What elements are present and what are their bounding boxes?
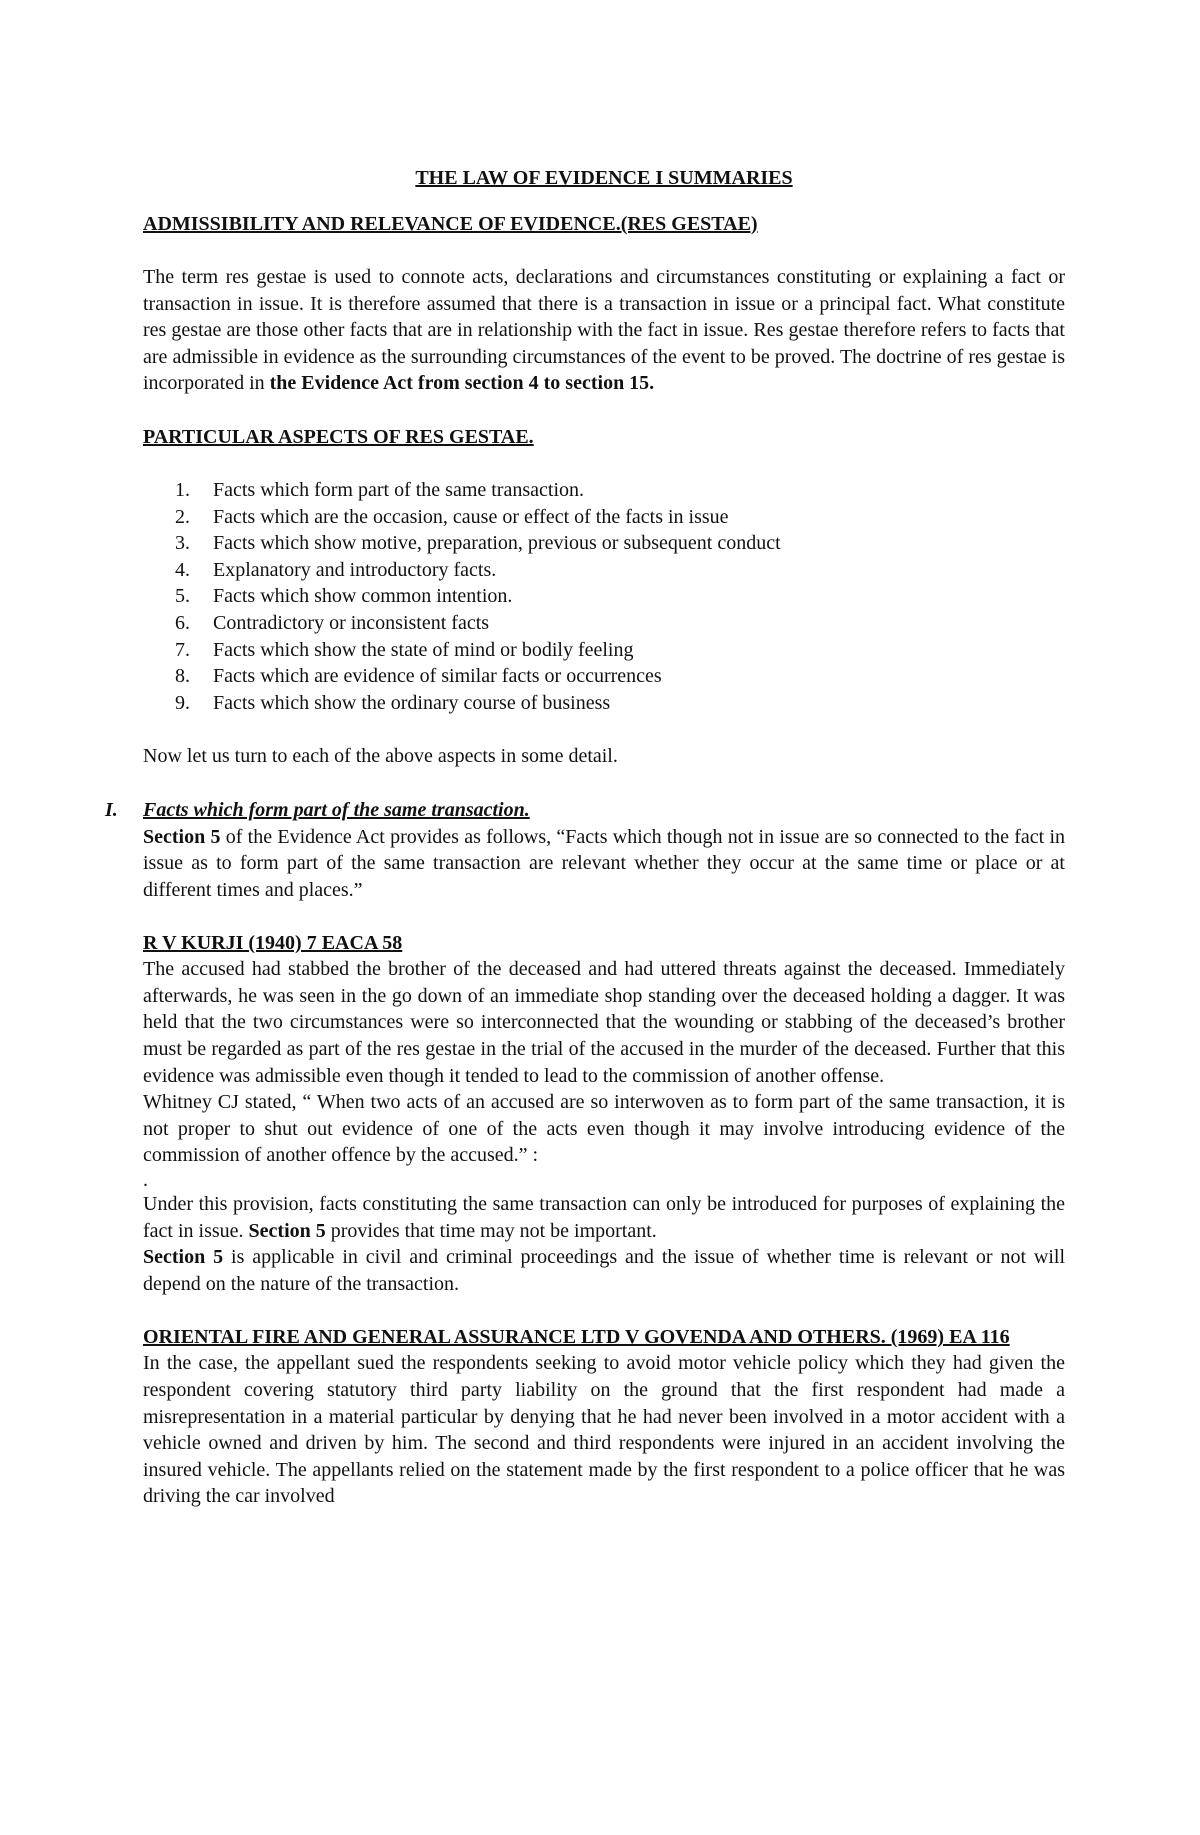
case-quote-paragraph: Whitney CJ stated, “ When two acts of an accused are so interwoven as to form part of the same transaction, it is not proper to shut out evidence of one of the acts even though it may involve introducing evidence of the commission of another offence by the accused.” :	[143, 1091, 1065, 1167]
section-heading-particular-aspects: PARTICULAR ASPECTS OF RES GESTAE.	[143, 425, 534, 448]
list-item	[143, 530, 1065, 557]
list-item	[143, 557, 1065, 584]
case-facts-paragraph: The accused had stabbed the brother of the deceased and had uttered threats against the deceased. Immediately afterwards, he was seen in the go down of an immediate shop standing over the deceased holding a dagger. It was held that the two circumstances were so interconnected that the wounding or stabbing of the deceased’s brother must be regarded as part of the res gestae in the trial of the accused in the murder of the deceased. Further that this evidence was admissible even though it tended to lead to the commission of another offense.	[143, 958, 1065, 1087]
list-item-text: Facts which show motive, preparation, previous or subsequent conduct	[213, 532, 781, 555]
subsection-heading-same-transaction	[105, 797, 1065, 824]
list-item	[143, 583, 1065, 610]
case-heading-r-v-kurji: R V KURJI (1940) 7 EACA 58	[143, 932, 403, 955]
list-item-number: 1.	[175, 478, 190, 501]
definition-text: The term res gestae is used to connote acts, declarations and circumstances constituting or explaining a fact or transaction in issue. It is therefore assumed that there is a transaction in issue or a principal fact. What constitute res gestae are those other facts that are in relationship with the fact in issue. Res gestae therefore refers to facts that are admissible in evidence as the surrounding circumstances of the event to be proved. The doctrine of res gestae is incorporated in	[143, 266, 1065, 395]
res-gestae-definition-paragraph	[143, 264, 1065, 397]
list-item-number: 9.	[175, 691, 190, 714]
list-item	[143, 477, 1065, 504]
provision-text-a: Under this provision, facts constituting the same transaction can only be introduced for purposes of explaining the fact in issue.	[143, 1193, 1065, 1242]
list-item-number: 7.	[175, 638, 190, 661]
list-item	[143, 663, 1065, 690]
stray-dot: .	[143, 1169, 148, 1192]
provision-section-label: Section 5	[248, 1219, 326, 1242]
aspects-list	[143, 477, 1065, 716]
document-page	[105, 165, 1066, 1510]
list-item-text: Facts which form part of the same transaction.	[213, 478, 584, 501]
list-item-text: Facts which show common intention.	[213, 585, 513, 608]
section-5-text: of the Evidence Act provides as follows, “Facts which though not in issue are so connected to the fact in issue as to form part of the same transaction are relevant whether they occur at the same time or place or at different times and places.”	[143, 825, 1065, 901]
case-heading-oriental-fire: ORIENTAL FIRE AND GENERAL ASSURANCE LTD V GOVENDA AND OTHERS. (1969) EA 116	[143, 1326, 1010, 1349]
section-5-paragraph	[143, 824, 1065, 904]
list-item-text: Explanatory and introductory facts.	[213, 558, 497, 581]
list-item-number: 4.	[175, 558, 190, 581]
list-item-text: Facts which are evidence of similar facts or occurrences	[213, 665, 662, 688]
section-heading-admissibility: ADMISSIBILITY AND RELEVANCE OF EVIDENCE.(RES GESTAE)	[143, 213, 758, 235]
list-item-text: Contradictory or inconsistent facts	[213, 611, 490, 634]
list-item-number: 3.	[175, 532, 190, 555]
list-item	[143, 690, 1065, 717]
applicability-paragraph	[143, 1244, 1065, 1297]
section-5-label: Section 5	[143, 825, 221, 848]
applicability-text: is applicable in civil and criminal proceedings and the issue of whether time is relevant or not will depend on the nature of the transaction.	[143, 1246, 1066, 1295]
applicability-section-label: Section 5	[143, 1246, 224, 1269]
oriental-case-paragraph: In the case, the appellant sued the respondents seeking to avoid motor vehicle policy which they had given the respondent covering statutory third party liability on the ground that the first respondent had made a misrepresentation in a material particular by denying that he had never been involved in a motor accident with a vehicle owned and driven by him. The second and third respondents were injured in an accident involving the insured vehicle. The appellants relied on the statement made by the first respondent to a police officer that he was driving the car involved	[143, 1352, 1065, 1508]
subsection-title: Facts which form part of the same transaction.	[143, 798, 530, 821]
subsection-roman-number: I.	[105, 798, 118, 821]
definition-bold-reference: the Evidence Act from section 4 to section 15.	[269, 372, 655, 395]
document-title: THE LAW OF EVIDENCE I SUMMARIES	[415, 167, 793, 189]
list-item-text: Facts which are the occasion, cause or effect of the facts in issue	[213, 505, 729, 528]
aspects-closing-sentence: Now let us turn to each of the above aspects in some detail.	[143, 745, 618, 768]
list-item-text: Facts which show the ordinary course of business	[213, 691, 611, 714]
provision-explanation-paragraph	[143, 1191, 1065, 1244]
list-item-number: 2.	[175, 505, 190, 528]
list-item	[143, 504, 1065, 531]
list-item	[143, 637, 1065, 664]
list-item-number: 8.	[175, 665, 190, 688]
list-item-text: Facts which show the state of mind or bodily feeling	[213, 638, 634, 661]
list-item-number: 5.	[175, 585, 190, 608]
list-item-number: 6.	[175, 611, 190, 634]
provision-text-c: provides that time may not be important.	[325, 1219, 657, 1242]
list-item	[143, 610, 1065, 637]
